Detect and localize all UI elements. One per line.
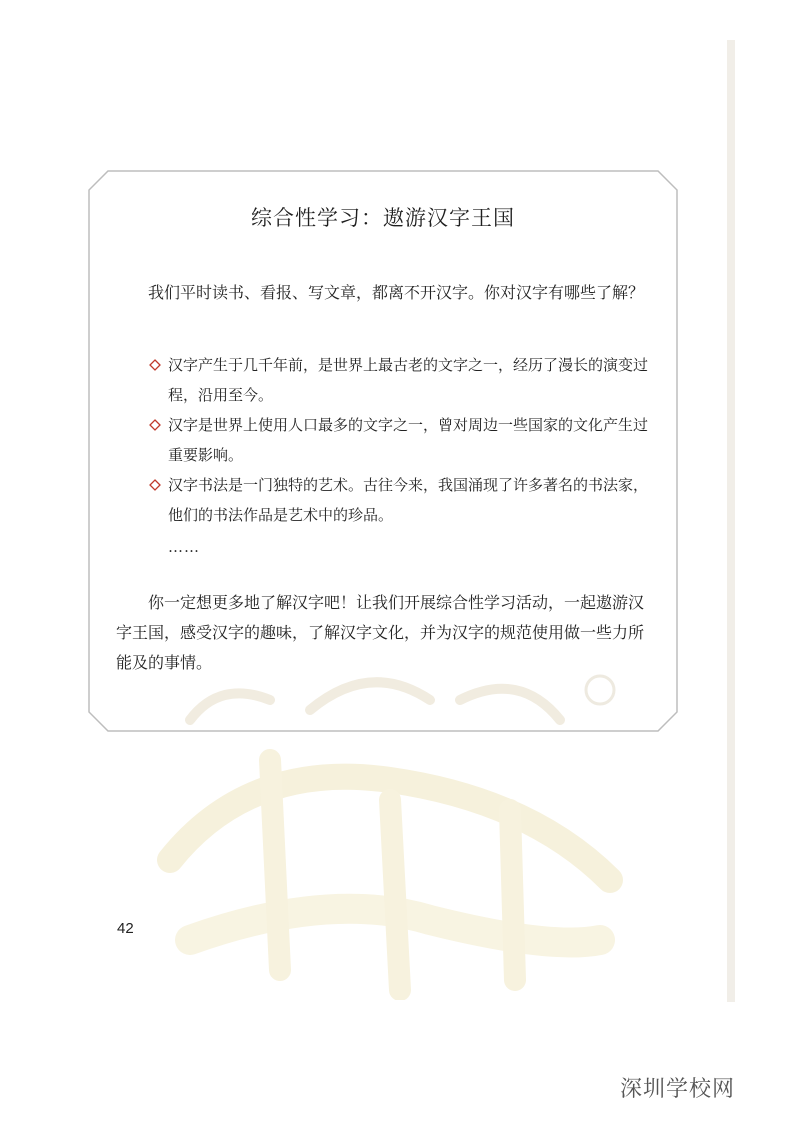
list-item-text: 汉字产生于几千年前，是世界上最古老的文字之一，经历了漫长的演变过程，沿用至今。: [168, 356, 649, 404]
list-item: [148, 470, 648, 530]
list-item-text: 汉字书法是一门独特的艺术。古往今来，我国涌现了许多著名的书法家，他们的书法作品是艺术中的珍品。: [168, 476, 649, 524]
diamond-bullet-icon: [148, 478, 162, 492]
diamond-bullet-icon: [148, 358, 162, 372]
list-item-text: 汉字是世界上使用人口最多的文字之一，曾对周边一些国家的文化产生过重要影响。: [168, 416, 649, 464]
page-title: 综合性学习：遨游汉字王国: [251, 206, 515, 230]
content-card: [88, 170, 678, 732]
closing-paragraph: 你一定想更多地了解汉字吧！让我们开展综合性学习活动，一起遨游汉字王国，感受汉字的趣味，了解汉字文化，并为汉字的规范使用做一些力所能及的事情。: [116, 593, 645, 672]
intro-paragraph: 我们平时读书、看报、写文章，都离不开汉字。你对汉字有哪些了解？: [148, 283, 645, 302]
fact-list: [148, 350, 648, 530]
diamond-bullet-icon: [148, 418, 162, 432]
site-watermark: 深圳学校网: [620, 1077, 736, 1102]
list-item: [148, 410, 648, 470]
list-ellipsis: ……: [168, 538, 200, 556]
page-number: 42: [117, 920, 134, 937]
page-edge-strip: [727, 40, 735, 1002]
list-item: [148, 350, 648, 410]
